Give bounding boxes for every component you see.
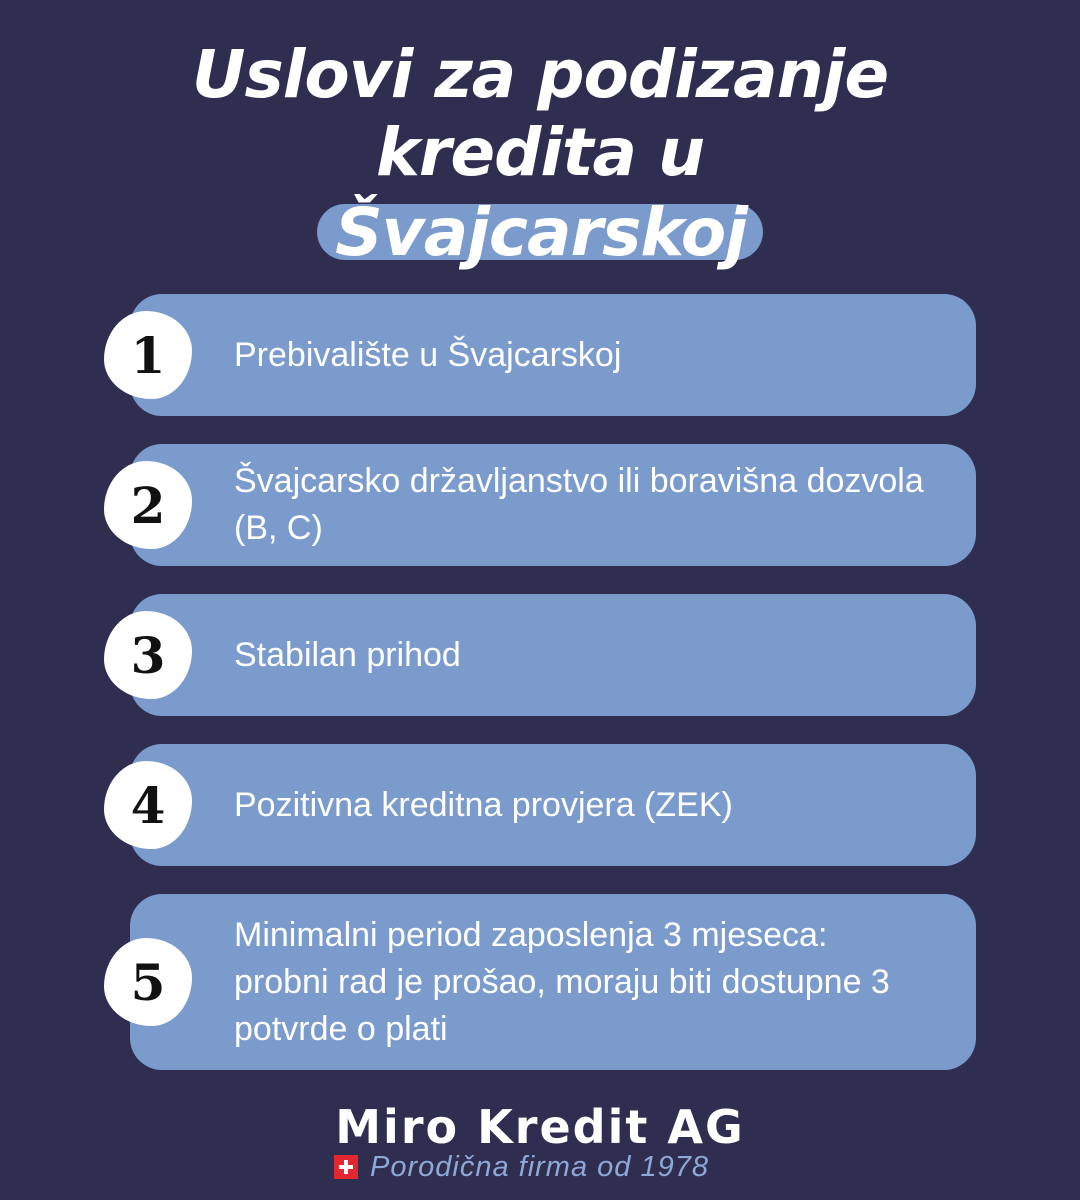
requirement-card-4 — [130, 744, 976, 866]
requirement-text: Prebivalište u Švajcarskoj — [234, 335, 622, 374]
title-line-1: Uslovi za podizanje — [191, 36, 889, 113]
number-badge-2 — [104, 461, 192, 549]
number-badge-4 — [104, 761, 192, 849]
requirement-text: Pozitivna kreditna provjera (ZEK) — [234, 785, 733, 824]
requirement-text: Švajcarsko državljanstvo ili boravišna dozvola (B, C) — [234, 462, 924, 547]
swiss-flag-icon — [334, 1155, 358, 1179]
badge-number: 2 — [130, 475, 166, 535]
number-badge-3 — [104, 611, 192, 699]
badge-number: 5 — [130, 952, 166, 1012]
brand-tagline: Porodična firma od 1978 — [370, 1150, 709, 1183]
requirement-text: Stabilan prihod — [234, 635, 461, 674]
requirement-card-5 — [130, 894, 976, 1070]
number-badge-1 — [104, 311, 192, 399]
requirement-card-3 — [130, 594, 976, 716]
title-highlight: Švajcarskoj — [317, 204, 763, 260]
requirement-text: Minimalni period zaposlenja 3 mjeseca: probni rad je prošao, moraju biti dostupne 3 potvrde o plati — [234, 915, 890, 1048]
requirement-card-1 — [130, 294, 976, 416]
title-line-2: kredita u — [375, 114, 705, 191]
badge-number: 1 — [130, 325, 166, 385]
number-badge-5 — [104, 938, 192, 1026]
badge-number: 3 — [130, 625, 166, 685]
brand-tagline-row — [334, 1150, 709, 1184]
brand-name: Miro Kredit AG — [335, 1100, 745, 1154]
badge-number: 4 — [130, 775, 166, 835]
requirement-card-2 — [130, 444, 976, 566]
page-title — [0, 36, 1080, 272]
